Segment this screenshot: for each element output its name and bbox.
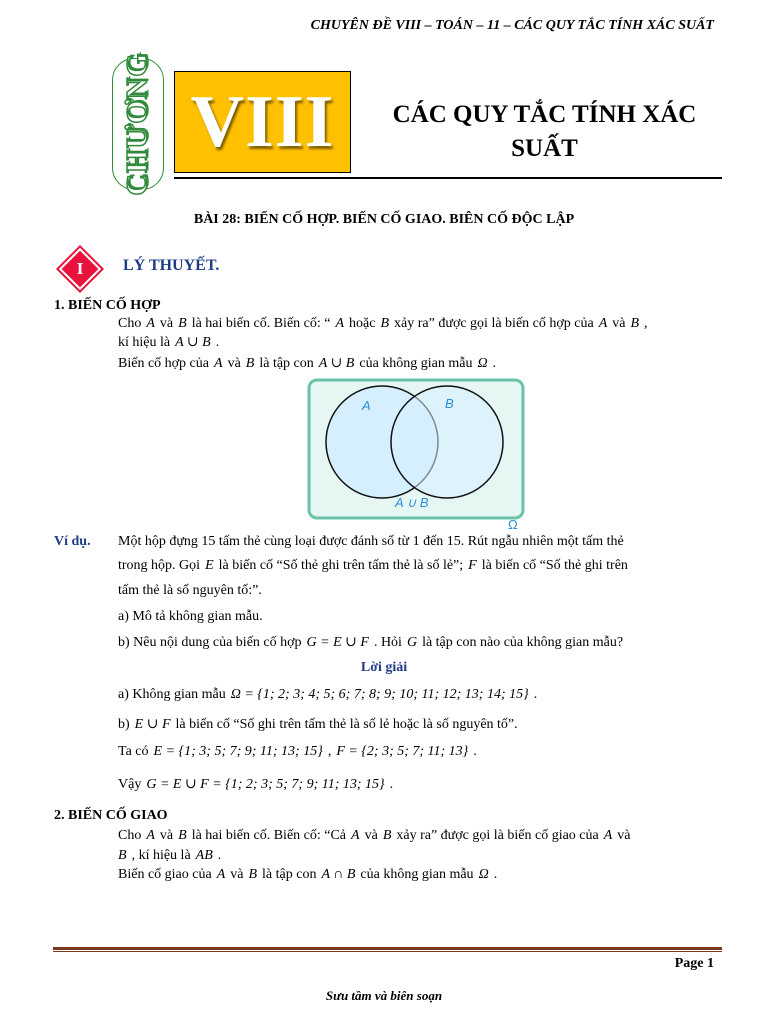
solution-d: Vậy G = E ∪ F = {1; 2; 3; 5; 7; 9; 11; 13; 15} . xyxy=(118,777,394,792)
footer-note: Sưu tầm và biên soạn xyxy=(325,988,443,1003)
chapter-word: CHƯƠNG xyxy=(121,52,154,196)
solution-b: b) E ∪ F là biến cố “Số ghi trên tấm thẻ là số lẻ hoặc là số nguyên tố”. xyxy=(118,717,518,732)
example-question-b: b) Nêu nội dung của biến cố hợp G = E ∪ F . Hỏi G là tập con nào của không gian mẫu? xyxy=(118,635,624,650)
chapter-number: VIII xyxy=(190,80,335,163)
section-marker xyxy=(60,249,100,289)
example-line3: tấm thẻ là số nguyên tố:”. xyxy=(118,583,262,598)
chapter-title-line2: SUẤT xyxy=(511,135,578,162)
example-label: Ví dụ. xyxy=(54,534,91,549)
solution-c: Ta có E = {1; 3; 5; 7; 9; 11; 13; 15} , F = {2; 3; 5; 7; 11; 13} . xyxy=(118,744,477,759)
part1-heading: 1. BIẾN CỐ HỢP xyxy=(54,298,161,313)
solution-a: a) Không gian mẫu Ω = {1; 2; 3; 4; 5; 6; 7; 8; 9; 10; 11; 12; 13; 14; 15} . xyxy=(118,687,538,702)
part1-line1: Cho A và B là hai biến cố. Biến cố: “ A hoặc B xảy ra” được gọi là biến cố hợp của A và B , xyxy=(118,316,648,331)
part1-line3: Biến cố hợp của A và B là tập con A ∪ B của không gian mẫu Ω . xyxy=(118,356,497,371)
chapter-number-box xyxy=(174,71,351,173)
part1-line2: kí hiệu là A ∪ B . xyxy=(118,335,220,350)
lesson-title: BÀI 28: BIẾN CỐ HỢP. BIẾN CỐ GIAO. BIÊN CỐ ĐỘC LẬP xyxy=(193,212,575,227)
chapter-title xyxy=(372,98,717,166)
footer-rule-thin xyxy=(53,951,722,952)
running-head: CHUYÊN ĐỀ VIII – TOÁN – 11 – CÁC QUY TẮC TÍNH XÁC SUẤT xyxy=(310,18,714,33)
chapter-word-badge xyxy=(112,52,164,196)
venn-label-union: A ∪ B xyxy=(395,495,429,510)
section-number: I xyxy=(76,259,84,278)
example-line2: trong hộp. Gọi E là biến cố “Số thẻ ghi trên tấm thẻ là số lẻ”; F là biến cố “Số thẻ ghi trên xyxy=(118,558,628,573)
chapter-title-line1: CÁC QUY TẮC TÍNH XÁC xyxy=(392,101,697,128)
page-number: Page 1 xyxy=(674,956,714,971)
chapter-rule xyxy=(174,177,722,179)
venn-label-omega: Ω xyxy=(508,517,518,532)
venn-label-a: A xyxy=(362,398,371,413)
venn-diagram xyxy=(305,377,527,535)
part2-line1: Cho A và B là hai biến cố. Biến cố: “Cả A và B xảy ra” được gọi là biến cố giao của A và xyxy=(118,828,631,843)
part2-line2: B , kí hiệu là AB . xyxy=(118,848,222,863)
section-title: LÝ THUYẾT. xyxy=(123,257,220,274)
venn-label-b: B xyxy=(445,396,454,411)
example-line1: Một hộp đựng 15 tấm thẻ cùng loại được đánh số từ 1 đến 15. Rút ngẫu nhiên một tấm thẻ xyxy=(118,534,624,549)
footer-rule xyxy=(53,947,722,950)
part2-heading: 2. BIẾN CỐ GIAO xyxy=(54,808,168,823)
example-question-a: a) Mô tả không gian mẫu. xyxy=(118,609,263,624)
solution-title: Lời giải xyxy=(360,660,408,675)
part2-line3: Biến cố giao của A và B là tập con A ∩ B của không gian mẫu Ω . xyxy=(118,867,498,882)
